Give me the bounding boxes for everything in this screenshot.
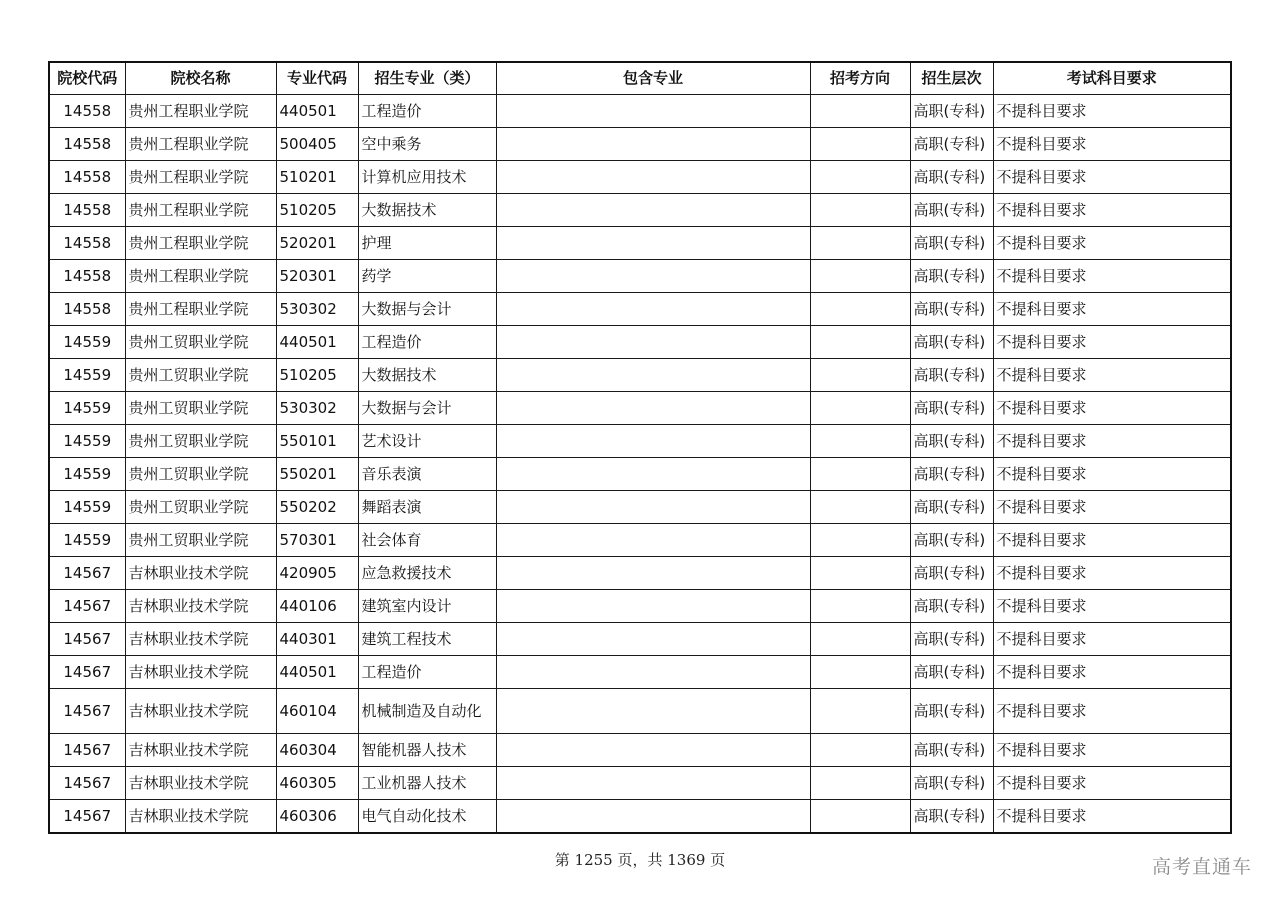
cell-major: 机械制造及自动化 [358, 689, 496, 734]
cell-included-majors [496, 128, 810, 161]
cell-major-code: 510205 [276, 194, 358, 227]
cell-direction [810, 458, 910, 491]
cell-major: 工业机器人技术 [358, 767, 496, 800]
table-row [49, 689, 1231, 734]
cell-level: 高职(专科) [910, 767, 993, 800]
cell-major-code: 460305 [276, 767, 358, 800]
cell-major-code: 460104 [276, 689, 358, 734]
cell-major: 大数据技术 [358, 359, 496, 392]
cell-major-code: 500405 [276, 128, 358, 161]
table-row [49, 128, 1231, 161]
cell-included-majors [496, 458, 810, 491]
cell-included-majors [496, 767, 810, 800]
cell-school-code: 14558 [49, 260, 125, 293]
cell-school-name: 贵州工程职业学院 [125, 128, 276, 161]
cell-requirement: 不提科目要求 [993, 524, 1231, 557]
cell-direction [810, 227, 910, 260]
cell-level: 高职(专科) [910, 734, 993, 767]
cell-direction [810, 623, 910, 656]
cell-school-name: 贵州工贸职业学院 [125, 359, 276, 392]
cell-included-majors [496, 590, 810, 623]
table-row [49, 425, 1231, 458]
cell-major: 护理 [358, 227, 496, 260]
table-body [49, 95, 1231, 834]
cell-school-name: 贵州工贸职业学院 [125, 425, 276, 458]
page-number: 第 1255 页，共 1369 页 [554, 851, 726, 869]
cell-school-name: 吉林职业技术学院 [125, 767, 276, 800]
cell-major: 工程造价 [358, 326, 496, 359]
cell-school-code: 14559 [49, 359, 125, 392]
cell-major-code: 440501 [276, 656, 358, 689]
cell-level: 高职(专科) [910, 656, 993, 689]
cell-direction [810, 260, 910, 293]
cell-requirement: 不提科目要求 [993, 656, 1231, 689]
cell-major: 工程造价 [358, 656, 496, 689]
header-major: 招生专业（类） [358, 62, 496, 95]
cell-requirement: 不提科目要求 [993, 326, 1231, 359]
cell-level: 高职(专科) [910, 161, 993, 194]
admission-table [48, 61, 1232, 834]
cell-level: 高职(专科) [910, 623, 993, 656]
cell-direction [810, 491, 910, 524]
table-row [49, 800, 1231, 834]
cell-major: 音乐表演 [358, 458, 496, 491]
cell-major-code: 530302 [276, 392, 358, 425]
cell-direction [810, 392, 910, 425]
cell-requirement: 不提科目要求 [993, 425, 1231, 458]
cell-school-name: 贵州工程职业学院 [125, 227, 276, 260]
cell-major: 建筑室内设计 [358, 590, 496, 623]
cell-major: 大数据与会计 [358, 293, 496, 326]
cell-school-name: 吉林职业技术学院 [125, 623, 276, 656]
table-row [49, 734, 1231, 767]
cell-school-code: 14559 [49, 524, 125, 557]
cell-major-code: 420905 [276, 557, 358, 590]
cell-direction [810, 359, 910, 392]
cell-included-majors [496, 392, 810, 425]
cell-school-name: 吉林职业技术学院 [125, 656, 276, 689]
cell-school-code: 14559 [49, 458, 125, 491]
cell-school-code: 14567 [49, 590, 125, 623]
cell-requirement: 不提科目要求 [993, 260, 1231, 293]
cell-major-code: 440501 [276, 326, 358, 359]
cell-school-code: 14559 [49, 392, 125, 425]
cell-included-majors [496, 425, 810, 458]
cell-requirement: 不提科目要求 [993, 458, 1231, 491]
cell-included-majors [496, 491, 810, 524]
cell-level: 高职(专科) [910, 194, 993, 227]
cell-school-name: 贵州工贸职业学院 [125, 524, 276, 557]
cell-direction [810, 557, 910, 590]
cell-major: 空中乘务 [358, 128, 496, 161]
cell-included-majors [496, 689, 810, 734]
cell-school-code: 14558 [49, 227, 125, 260]
cell-included-majors [496, 161, 810, 194]
cell-direction [810, 95, 910, 128]
cell-level: 高职(专科) [910, 260, 993, 293]
cell-major-code: 510201 [276, 161, 358, 194]
cell-level: 高职(专科) [910, 458, 993, 491]
cell-major: 电气自动化技术 [358, 800, 496, 834]
cell-requirement: 不提科目要求 [993, 359, 1231, 392]
cell-major-code: 570301 [276, 524, 358, 557]
cell-major-code: 510205 [276, 359, 358, 392]
cell-level: 高职(专科) [910, 425, 993, 458]
header-row [49, 62, 1231, 95]
table-row [49, 623, 1231, 656]
cell-direction [810, 767, 910, 800]
table-row [49, 161, 1231, 194]
cell-level: 高职(专科) [910, 392, 993, 425]
cell-school-name: 吉林职业技术学院 [125, 590, 276, 623]
table-row [49, 260, 1231, 293]
table-row [49, 557, 1231, 590]
cell-included-majors [496, 326, 810, 359]
table-row [49, 359, 1231, 392]
cell-school-name: 贵州工程职业学院 [125, 95, 276, 128]
cell-school-code: 14559 [49, 326, 125, 359]
cell-requirement: 不提科目要求 [993, 689, 1231, 734]
cell-direction [810, 800, 910, 834]
cell-included-majors [496, 260, 810, 293]
cell-school-name: 贵州工贸职业学院 [125, 491, 276, 524]
cell-major: 艺术设计 [358, 425, 496, 458]
header-requirement: 考试科目要求 [993, 62, 1231, 95]
cell-major-code: 550201 [276, 458, 358, 491]
cell-requirement: 不提科目要求 [993, 95, 1231, 128]
cell-included-majors [496, 227, 810, 260]
cell-school-code: 14567 [49, 656, 125, 689]
cell-level: 高职(专科) [910, 491, 993, 524]
table-row [49, 227, 1231, 260]
cell-direction [810, 194, 910, 227]
table-row [49, 524, 1231, 557]
cell-school-name: 吉林职业技术学院 [125, 734, 276, 767]
cell-requirement: 不提科目要求 [993, 590, 1231, 623]
cell-included-majors [496, 557, 810, 590]
table-row [49, 656, 1231, 689]
cell-included-majors [496, 656, 810, 689]
cell-level: 高职(专科) [910, 227, 993, 260]
cell-major: 舞蹈表演 [358, 491, 496, 524]
cell-school-code: 14559 [49, 425, 125, 458]
cell-major: 社会体育 [358, 524, 496, 557]
table-row [49, 293, 1231, 326]
cell-level: 高职(专科) [910, 128, 993, 161]
cell-school-code: 14567 [49, 623, 125, 656]
cell-school-name: 贵州工程职业学院 [125, 161, 276, 194]
cell-school-code: 14559 [49, 491, 125, 524]
cell-school-code: 14558 [49, 95, 125, 128]
cell-level: 高职(专科) [910, 557, 993, 590]
table-row [49, 491, 1231, 524]
cell-school-name: 贵州工贸职业学院 [125, 392, 276, 425]
cell-level: 高职(专科) [910, 359, 993, 392]
cell-major-code: 460304 [276, 734, 358, 767]
cell-requirement: 不提科目要求 [993, 557, 1231, 590]
cell-school-name: 吉林职业技术学院 [125, 557, 276, 590]
cell-direction [810, 734, 910, 767]
cell-included-majors [496, 734, 810, 767]
cell-major: 大数据与会计 [358, 392, 496, 425]
cell-direction [810, 524, 910, 557]
cell-requirement: 不提科目要求 [993, 227, 1231, 260]
cell-level: 高职(专科) [910, 95, 993, 128]
cell-requirement: 不提科目要求 [993, 293, 1231, 326]
cell-school-code: 14567 [49, 734, 125, 767]
cell-included-majors [496, 194, 810, 227]
cell-school-code: 14567 [49, 689, 125, 734]
cell-major-code: 440501 [276, 95, 358, 128]
cell-requirement: 不提科目要求 [993, 734, 1231, 767]
cell-requirement: 不提科目要求 [993, 392, 1231, 425]
cell-major-code: 530302 [276, 293, 358, 326]
cell-level: 高职(专科) [910, 689, 993, 734]
cell-major-code: 440301 [276, 623, 358, 656]
cell-major-code: 520201 [276, 227, 358, 260]
cell-included-majors [496, 293, 810, 326]
cell-requirement: 不提科目要求 [993, 194, 1231, 227]
cell-major: 大数据技术 [358, 194, 496, 227]
cell-direction [810, 689, 910, 734]
table-row [49, 392, 1231, 425]
cell-level: 高职(专科) [910, 800, 993, 834]
cell-direction [810, 656, 910, 689]
table-row [49, 326, 1231, 359]
cell-school-code: 14567 [49, 767, 125, 800]
cell-major: 应急救援技术 [358, 557, 496, 590]
cell-school-code: 14558 [49, 194, 125, 227]
cell-direction [810, 425, 910, 458]
header-school-code: 院校代码 [49, 62, 125, 95]
header-major-code: 专业代码 [276, 62, 358, 95]
cell-school-name: 吉林职业技术学院 [125, 800, 276, 834]
cell-school-code: 14558 [49, 161, 125, 194]
cell-level: 高职(专科) [910, 524, 993, 557]
cell-school-name: 贵州工贸职业学院 [125, 326, 276, 359]
cell-requirement: 不提科目要求 [993, 491, 1231, 524]
cell-school-name: 贵州工程职业学院 [125, 293, 276, 326]
cell-level: 高职(专科) [910, 293, 993, 326]
cell-major: 计算机应用技术 [358, 161, 496, 194]
cell-major: 智能机器人技术 [358, 734, 496, 767]
cell-direction [810, 161, 910, 194]
cell-major-code: 520301 [276, 260, 358, 293]
cell-direction [810, 590, 910, 623]
header-school-name: 院校名称 [125, 62, 276, 95]
cell-major: 建筑工程技术 [358, 623, 496, 656]
header-level: 招生层次 [910, 62, 993, 95]
cell-school-name: 贵州工贸职业学院 [125, 458, 276, 491]
cell-level: 高职(专科) [910, 326, 993, 359]
cell-requirement: 不提科目要求 [993, 128, 1231, 161]
cell-included-majors [496, 359, 810, 392]
cell-included-majors [496, 623, 810, 656]
cell-direction [810, 293, 910, 326]
cell-requirement: 不提科目要求 [993, 623, 1231, 656]
cell-major: 工程造价 [358, 95, 496, 128]
cell-school-code: 14567 [49, 557, 125, 590]
cell-level: 高职(专科) [910, 590, 993, 623]
cell-major-code: 550101 [276, 425, 358, 458]
table-row [49, 95, 1231, 128]
header-direction: 招考方向 [810, 62, 910, 95]
cell-major-code: 550202 [276, 491, 358, 524]
cell-school-code: 14558 [49, 293, 125, 326]
cell-major: 药学 [358, 260, 496, 293]
cell-major-code: 440106 [276, 590, 358, 623]
cell-direction [810, 128, 910, 161]
table-row [49, 458, 1231, 491]
cell-major-code: 460306 [276, 800, 358, 834]
cell-requirement: 不提科目要求 [993, 800, 1231, 834]
cell-school-code: 14567 [49, 800, 125, 834]
watermark-logo-text: 高考直通车 [1151, 856, 1252, 878]
cell-requirement: 不提科目要求 [993, 161, 1231, 194]
cell-included-majors [496, 95, 810, 128]
header-included-majors: 包含专业 [496, 62, 810, 95]
cell-school-code: 14558 [49, 128, 125, 161]
cell-school-name: 贵州工程职业学院 [125, 260, 276, 293]
cell-school-name: 吉林职业技术学院 [125, 689, 276, 734]
cell-included-majors [496, 800, 810, 834]
table-row [49, 767, 1231, 800]
table-row [49, 194, 1231, 227]
cell-school-name: 贵州工程职业学院 [125, 194, 276, 227]
cell-requirement: 不提科目要求 [993, 767, 1231, 800]
cell-included-majors [496, 524, 810, 557]
table-row [49, 590, 1231, 623]
cell-direction [810, 326, 910, 359]
